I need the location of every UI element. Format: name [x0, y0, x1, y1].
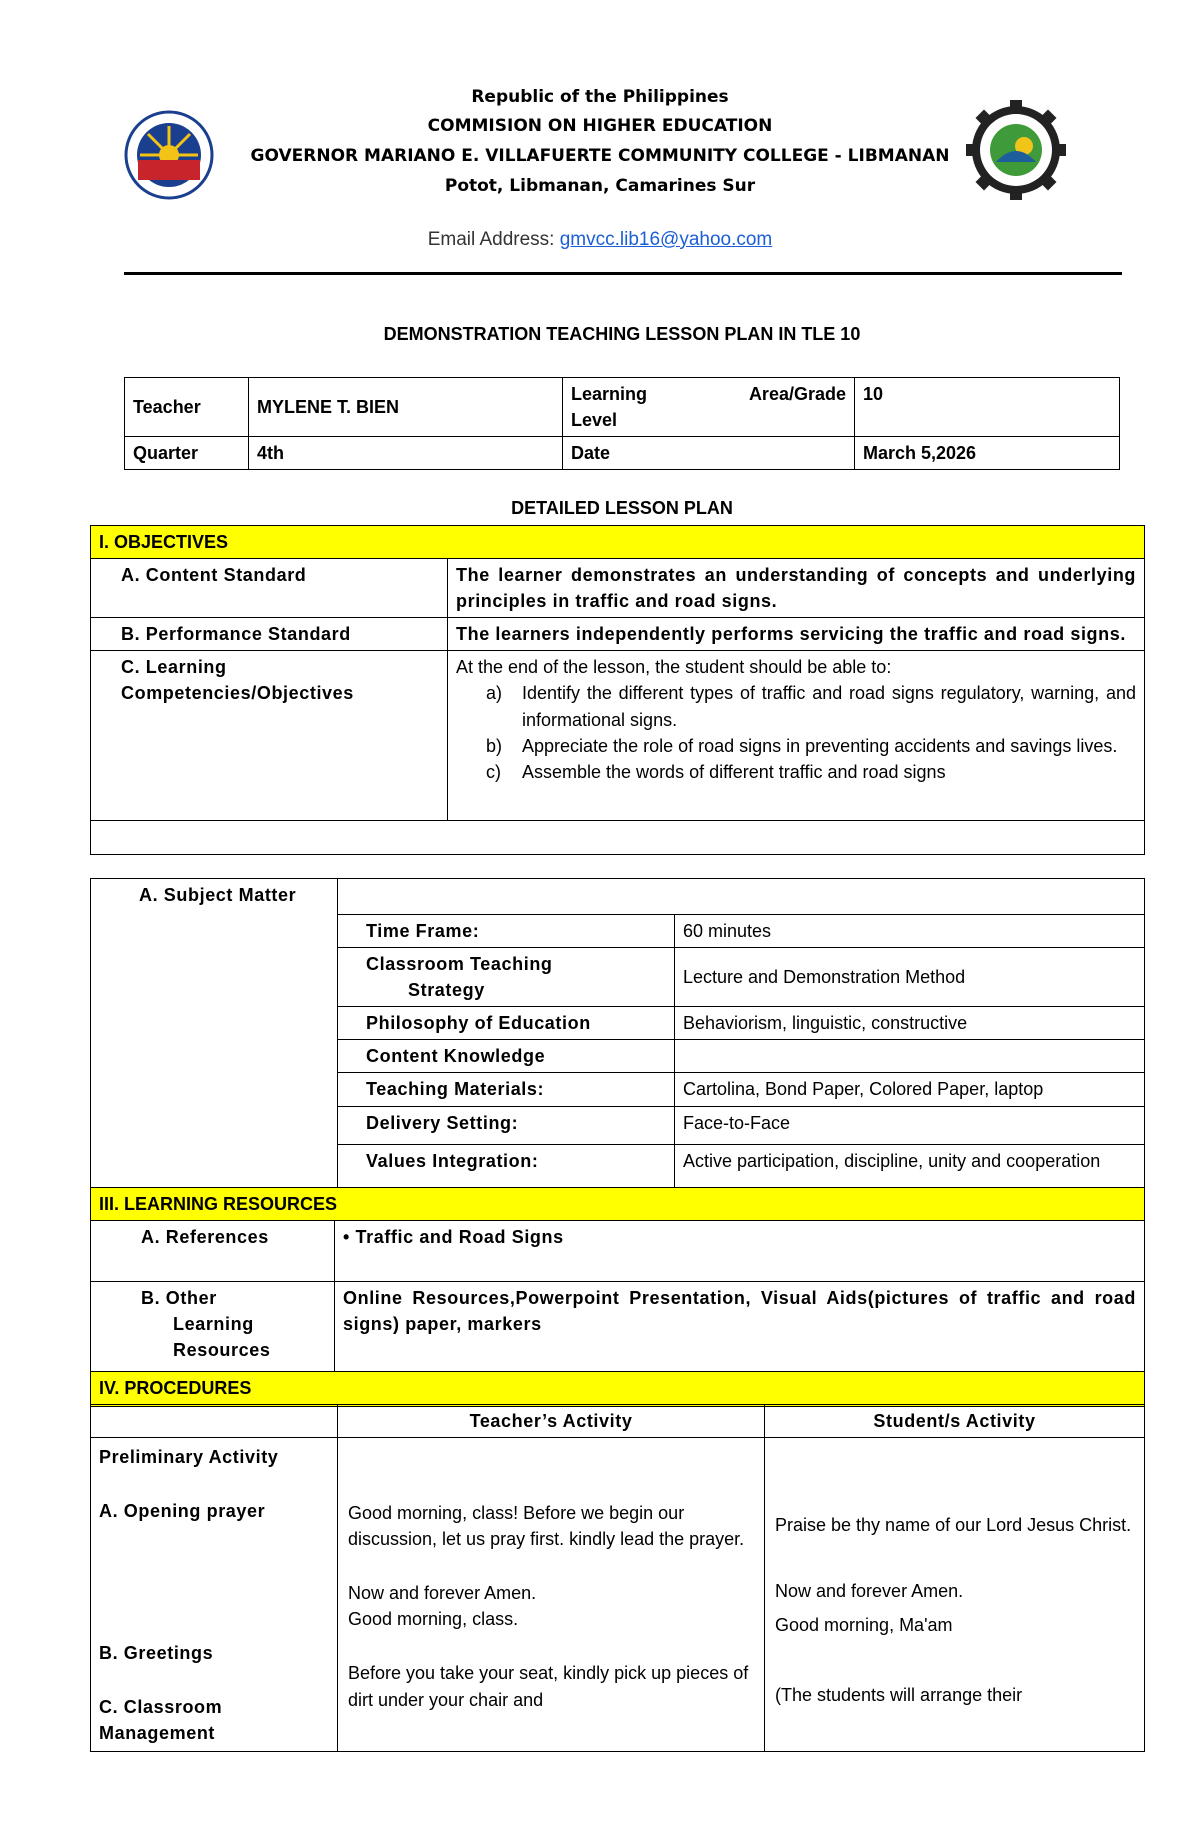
spacer-row	[91, 821, 1145, 855]
time-frame-label: Time Frame:	[338, 915, 675, 948]
philosophy-label: Philosophy of Education	[338, 1007, 675, 1040]
email-label: Email Address:	[427, 229, 560, 250]
other-resources-label	[91, 1282, 335, 1372]
objective-item	[486, 680, 1137, 732]
student-activity-cell	[765, 1438, 1145, 1752]
content-knowledge-value	[675, 1040, 1145, 1073]
area-label	[563, 378, 855, 437]
mgmt-teacher-text: Before you take your seat, kindly pick up pieces of dirt under your chair and	[348, 1663, 749, 1710]
objective-label: b)	[486, 735, 503, 756]
subject-matter-table	[90, 878, 1145, 1203]
quarter-label: Quarter	[125, 437, 249, 470]
area-label-2: Area/Grade	[748, 384, 846, 404]
competencies-label-2: Competencies/Objectives	[121, 683, 354, 704]
date-label: Date	[563, 437, 855, 470]
lesson-plan-subtitle: DETAILED LESSON PLAN	[511, 498, 733, 518]
resources-table	[90, 1187, 1145, 1407]
date-value: March 5,2026	[855, 437, 1120, 470]
competencies-label-1: C. Learning	[121, 657, 227, 678]
area-label-1: Learning	[571, 384, 648, 404]
lesson-plan-table	[90, 525, 1145, 855]
values-integration-value: Active participation, discipline, unity and cooperation	[675, 1144, 1145, 1202]
objective-label: c)	[486, 761, 501, 782]
strategy-label-2: Strategy	[408, 980, 485, 1001]
teacher-label: Teacher	[125, 378, 249, 437]
grade-value: 10	[855, 378, 1120, 437]
header-address: Potot, Libmanan, Camarines Sur	[444, 176, 756, 196]
values-integration-label: Values Integration:	[338, 1144, 675, 1202]
teaching-materials-label: Teaching Materials:	[338, 1073, 675, 1106]
info-table	[124, 377, 1120, 470]
objective-text: Assemble the words of different traffic and road signs	[522, 761, 946, 782]
content-standard-text: The learner demonstrates an understanding of concepts and underlying principles in traffic and road signs.	[448, 559, 1145, 618]
teacher-activity-cell	[338, 1438, 765, 1752]
greetings-label: B. Greetings	[99, 1643, 214, 1664]
quarter-value: 4th	[249, 437, 563, 470]
mgmt-student-text: (The students will arrange their	[775, 1685, 1023, 1706]
area-label-3: Level	[571, 410, 618, 431]
strategy-value: Lecture and Demonstration Method	[675, 948, 1145, 1007]
objectives-heading: I. OBJECTIVES	[91, 526, 1145, 559]
amen-student-text: Now and forever Amen.	[775, 1581, 964, 1602]
content-knowledge-label: Content Knowledge	[338, 1040, 675, 1073]
objective-text: Identify the different types of traffic and road signs regulatory, warning, and informational signs.	[522, 683, 1137, 730]
objective-label: a)	[486, 683, 503, 704]
objective-item	[486, 759, 1136, 785]
teaching-materials-value: Cartolina, Bond Paper, Colored Paper, laptop	[675, 1073, 1145, 1106]
preliminary-label: Preliminary Activity	[99, 1447, 279, 1468]
objective-item	[486, 733, 1136, 759]
procedure-steps	[91, 1438, 338, 1752]
performance-standard-label: B. Performance Standard	[91, 618, 448, 651]
teacher-activity-header: Teacher’s Activity	[338, 1405, 765, 1438]
philosophy-value: Behaviorism, linguistic, constructive	[675, 1007, 1145, 1040]
subject-matter-label: A. Subject Matter	[91, 879, 338, 1203]
delivery-setting-value: Face-to-Face	[675, 1106, 1145, 1144]
procedures-corner	[91, 1405, 338, 1438]
prayer-student-text: Praise be thy name of our Lord Jesus Christ.	[775, 1515, 1132, 1536]
student-activity-header: Student/s Activity	[765, 1405, 1145, 1438]
classroom-mgmt-label-1: C. Classroom	[99, 1697, 223, 1718]
email-line	[0, 229, 1200, 251]
prayer-teacher-text: Good morning, class! Before we begin our discussion, let us pray first. kindly lead the prayer.	[348, 1503, 745, 1550]
references-value: • Traffic and Road Signs	[335, 1221, 1145, 1282]
header-college: GOVERNOR MARIANO E. VILLAFUERTE COMMUNITY COLLEGE - LIBMANAN	[250, 146, 950, 166]
document-title: DEMONSTRATION TEACHING LESSON PLAN IN TLE 10	[383, 324, 861, 344]
strategy-label	[338, 948, 675, 1007]
header-country: Republic of the Philippines	[471, 87, 729, 107]
other-resources-label-1: B. Other	[141, 1288, 217, 1309]
competencies-intro: At the end of the lesson, the student should be able to:	[456, 657, 892, 678]
subject-matter-top-row	[338, 879, 1145, 915]
greet-student-text: Good morning, Ma'am	[775, 1615, 953, 1636]
prayer-label: A. Opening prayer	[99, 1501, 266, 1522]
resources-heading: III. LEARNING RESOURCES	[91, 1188, 1145, 1221]
competencies-label	[91, 651, 448, 821]
procedures-heading: IV. PROCEDURES	[91, 1372, 1145, 1407]
classroom-mgmt-label-2: Management	[99, 1723, 216, 1744]
amen-teacher-text: Now and forever Amen.	[348, 1583, 537, 1604]
content-standard-label: A. Content Standard	[91, 559, 448, 618]
email-link[interactable]: gmvcc.lib16@yahoo.com	[559, 229, 773, 250]
competencies-cell	[448, 651, 1145, 821]
performance-standard-text: The learners independently performs servicing the traffic and road signs.	[448, 618, 1145, 651]
header-agency: COMMISION ON HIGHER EDUCATION	[427, 116, 773, 136]
greet-teacher-text: Good morning, class.	[348, 1609, 519, 1630]
objective-text: Appreciate the role of road signs in preventing accidents and savings lives.	[522, 735, 1118, 756]
procedures-table	[90, 1404, 1145, 1752]
delivery-setting-label: Delivery Setting:	[338, 1106, 675, 1144]
references-label: A. References	[91, 1221, 335, 1282]
time-frame-value: 60 minutes	[675, 915, 1145, 948]
other-resources-label-2: Learning	[173, 1314, 254, 1335]
other-resources-value: Online Resources,Powerpoint Presentation, Visual Aids(pictures of traffic and road signs) paper, markers	[335, 1282, 1145, 1372]
header-divider	[124, 272, 1122, 275]
objectives-list	[456, 680, 1136, 784]
teacher-name: MYLENE T. BIEN	[249, 378, 563, 437]
strategy-label-1: Classroom Teaching	[366, 954, 553, 975]
other-resources-label-3: Resources	[173, 1340, 271, 1361]
